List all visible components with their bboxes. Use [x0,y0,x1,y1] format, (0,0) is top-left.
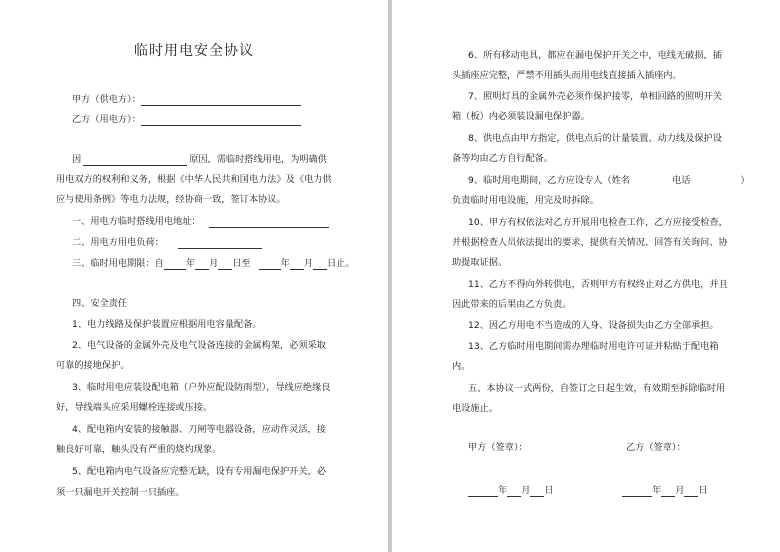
reason-blank [83,155,187,166]
clause-9-line-2: 负责临时用电设施，用完及时拆除。 [452,195,599,206]
date-month-blank [507,486,521,497]
year-text: 年 [652,485,662,496]
day-text: 日 [698,485,708,496]
right-page [392,0,780,552]
month-text: 月 [675,485,685,496]
party-b-signature-label: 乙方（签章）： [626,442,686,453]
day-end-text: 日止。 [327,258,355,269]
address-blank [209,217,329,228]
load-blank [178,238,262,249]
year-text: 年 [280,258,290,269]
intro-text: 原因，需临时搭线用电，为明确供 [189,154,327,165]
item-5-line-2: 电设施止。 [452,403,498,414]
item-4-heading: 四、安全责任 [72,298,128,309]
party-a-blank [141,95,301,106]
clause-4-line-1: 4、配电箱内安装的接触器、刀闸等电器设备，应动作灵活，接 [72,424,326,435]
clause-13-line-1: 13、乙方临时用电期间需办理临时用电许可证并粘贴于配电箱 [468,341,719,352]
clause-10-line-1: 10、甲方有权依法对乙方开展用电检查工作，乙方应接受检查， [468,217,728,228]
start-year-blank [164,259,186,270]
clause-8-line-2: 备等均由乙方自行配备。 [452,153,554,164]
clause-11-line-1: 11、乙方不得向外转供电，否则甲方有权终止对乙方供电，并且 [468,279,728,290]
end-year-blank [259,259,281,270]
clause-12: 12、因乙方用电不当造成的人身、设备损失由乙方全部承担。 [468,320,719,331]
clause-5-line-2: 须一只漏电开关控制一只插座。 [56,487,185,498]
end-day-blank [313,259,327,270]
start-day-blank [218,259,232,270]
left-page [0,0,388,552]
date-day-blank [684,486,698,497]
item-3-line [72,258,355,270]
party-a-label: 甲方（供电方）： [72,94,141,105]
clause-6-line-2: 头插座应完整，严禁不用插头而用电线直接插入插座内。 [452,70,682,81]
year-text: 年 [185,258,196,269]
item-2-label: 二、用电方用电负荷： [72,237,164,248]
end-month-blank [290,259,304,270]
clause-8-line-1: 8、供电点由甲方指定，供电点后的计量装置、动力线及保护设 [468,133,722,144]
clause-13-line-2: 内。 [452,361,471,372]
party-b-blank [141,115,301,126]
close-paren: ） [740,175,750,186]
intro-text: 因 [72,154,82,165]
period-label: 三、临时用电期限：自 [72,258,164,269]
clause-7-line-2: 箱（板）内必须装设漏电保护器。 [452,111,590,122]
day-text: 日 [544,485,554,496]
party-a-line [72,94,301,106]
party-a-signature-label: 甲方（签章）： [468,442,528,453]
item-1-line [72,216,329,228]
item-1-label: 一、用电方临时搭线用电地址： [72,216,201,227]
day-to-text: 日至 [232,258,251,269]
month-text: 月 [209,258,219,269]
clause-4-line-2: 触良好可靠，触头没有严重的烧灼现象。 [56,444,222,455]
party-b-date [622,485,708,497]
clause-10-line-2: 并根据检查人员依法提出的要求，提供有关情况、回答有关询问、协 [452,237,728,248]
date-year-blank [622,486,652,497]
month-text: 月 [521,485,531,496]
item-5-line-1: 五、本协议一式两份，自签订之日起生效，有效期至拆除临时用 [468,383,726,394]
party-b-label: 乙方（用电方）： [72,114,141,125]
clause-3-line-1: 3、临时用电应装设配电箱（户外应配设防雨型），导线应绝缘良 [72,382,331,393]
clause-10-line-3: 助提取证据。 [452,257,508,268]
clause-9-text: 9、临时用电期间，乙方应设专人（姓名 [468,175,631,186]
start-month-blank [195,259,209,270]
item-2-line [72,237,262,249]
month-text: 月 [303,258,313,269]
clause-2-line-1: 2、电气设备的金属外壳及电气设备连接的金属构架，必须采取 [72,340,326,351]
clause-5-line-1: 5、配电箱内电气设备应完整无缺，设有专用漏电保护开关，必 [72,466,326,477]
phone-label: 电话 [672,175,691,186]
clause-2-line-2: 可靠的接地保护。 [56,360,130,371]
party-b-line [72,114,301,126]
date-day-blank [530,486,544,497]
intro-line-1 [72,154,327,166]
clause-6-line-1: 6、所有移动电具，都应在漏电保护开关之中，电线无破损，插 [468,50,722,61]
year-text: 年 [498,485,508,496]
intro-line-3: 应与使用条例》等电力法规，经协商一致，签订本协议。 [56,194,286,205]
document-title: 临时用电安全协议 [134,43,254,59]
clause-7-line-1: 7、照明灯具的金属外壳必须作保护接零，单相回路的照明开关 [468,91,722,102]
date-month-blank [661,486,675,497]
intro-line-2: 用电双方的权利和义务，根据《中华人民共和国电力法》及《电力供 [56,174,332,185]
clause-1: 1、电力线路及保护装置应根据用电容量配备。 [72,319,262,330]
clause-3-line-2: 好，导线端头应采用螺栓连接或压接。 [56,402,213,413]
date-year-blank [468,486,498,497]
clause-9-line-1 [468,175,750,187]
party-a-date [468,485,554,497]
clause-11-line-2: 因此带来的后果由乙方负责。 [452,299,572,310]
